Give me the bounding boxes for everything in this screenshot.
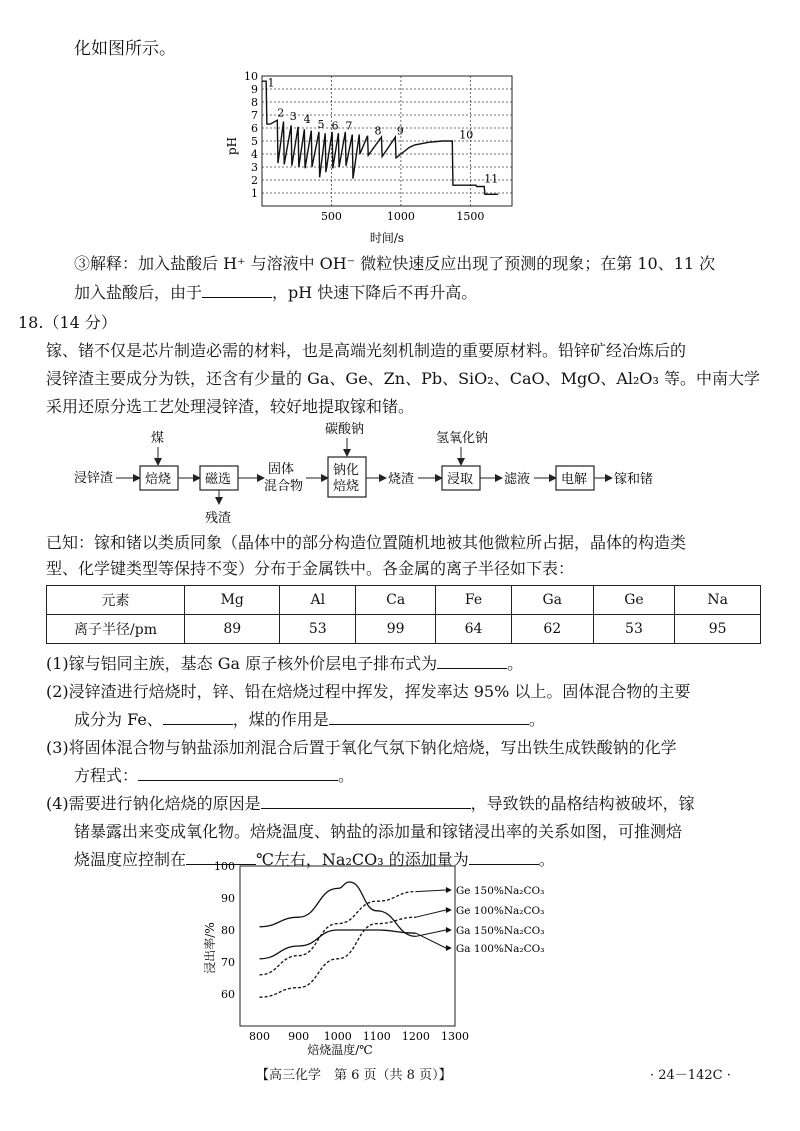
q2-text-d: 。	[528, 710, 545, 729]
leach-y-tick: 100	[214, 860, 235, 873]
leach-legend-label: Ga 100%Na₂CO₃	[455, 943, 545, 955]
ph-y-tick: 4	[251, 148, 258, 161]
top-line: 化如图所示。	[74, 39, 176, 59]
ph-x-label: 时间/s	[369, 231, 405, 245]
q2-text-b: 成分为 Fe、	[74, 710, 163, 729]
flow-soda: 碳酸钠	[325, 422, 365, 437]
q4-text-a: (4)需要进行钠化焙烧的原因是	[46, 794, 261, 813]
ph-point-label: 1	[267, 76, 275, 90]
ion-table-cell: Na	[675, 586, 761, 615]
ph-y-tick: 9	[251, 83, 258, 96]
q3-explain-line2	[74, 282, 477, 304]
leach-legend-arrowhead	[446, 887, 452, 893]
leach-series-line	[260, 917, 416, 997]
question-3-line1: (3)将固体混合物与钠盐添加剂混合后置于氧化气氛下钠化焙烧，写出铁生成铁酸钠的化学	[46, 738, 677, 757]
flow-product: 镓和锗	[614, 472, 654, 487]
flow-coal: 煤	[151, 431, 165, 446]
flow-residue: 残渣	[205, 511, 232, 526]
leach-legend-label: Ga 150%Na₂CO₃	[455, 925, 545, 937]
leach-x-tick: 1300	[441, 1030, 469, 1043]
leach-x-tick: 1200	[401, 1030, 430, 1043]
ion-table-cell: 64	[436, 615, 512, 644]
ph-point-label: 5	[317, 118, 325, 131]
leach-y-tick: 60	[221, 988, 235, 1001]
flow-start: 浸锌渣	[74, 471, 114, 486]
leach-legend-label: Ge 150%Na₂CO₃	[455, 885, 545, 897]
ion-table-header-row	[47, 586, 761, 615]
intro-line-3: 采用还原分选工艺处理浸锌渣，较好地提取镓和锗。	[46, 397, 415, 416]
leach-legend-arrow	[416, 910, 446, 917]
leach-x-tick: 1000	[323, 1030, 352, 1043]
flow-roast: 焙烧	[145, 472, 172, 487]
footer-page-info: 【高三化学 第 6 页（共 8 页）】	[256, 1068, 452, 1083]
flow-calcine: 烧渣	[388, 472, 415, 487]
q3-line2-text-b: ，pH 快速下降后不再升高。	[272, 283, 478, 302]
leach-x-tick: 800	[249, 1030, 271, 1043]
ion-table-cell: Fe	[436, 586, 512, 615]
leach-y-tick: 80	[221, 924, 235, 937]
ph-point-label: 11	[484, 172, 499, 186]
q3-text-c: 。	[338, 766, 355, 785]
ion-table-cell: Ca	[356, 586, 436, 615]
ion-table-cell: Al	[280, 586, 356, 615]
flow-electrolysis: 电解	[561, 472, 588, 487]
question-4-line1	[46, 793, 695, 815]
q4-text-f: 。	[538, 850, 555, 869]
leach-legend-arrowhead	[446, 945, 452, 951]
leach-y-label: 浸出率/%	[203, 922, 217, 974]
flow-solid-1: 固体	[268, 462, 295, 477]
q1-end: 。	[507, 654, 524, 673]
ph-point-label: 4	[303, 112, 311, 126]
flow-na-roast-1: 钠化	[333, 463, 360, 478]
flow-naoh: 氢氧化钠	[436, 431, 489, 446]
answer-blank[interactable]	[261, 794, 471, 809]
known-line-2: 型、化学键类型等保持不变）分布于金属铁中。各金属的离子半径如下表：	[46, 559, 575, 578]
ph-x-tick: 1500	[456, 210, 485, 223]
ph-point-label: 8	[374, 124, 382, 138]
ion-table-cell: 离子半径/pm	[47, 615, 185, 644]
q3-line2-text-a: 加入盐酸后，由于	[74, 283, 203, 302]
leach-plot-frame	[240, 866, 455, 1026]
question-3-line2	[74, 765, 354, 787]
leach-series-line	[260, 930, 416, 959]
ion-table-cell: 53	[280, 615, 356, 644]
ion-radius-table	[46, 585, 761, 644]
ph-chart	[222, 66, 522, 246]
ion-table-cell: Ga	[511, 586, 593, 615]
leach-y-tick: 70	[221, 956, 235, 969]
ion-table-cell: Mg	[185, 586, 280, 615]
ph-y-tick: 10	[244, 70, 258, 83]
leach-x-tick: 900	[288, 1030, 310, 1043]
q18-header: 18.（14 分）	[18, 313, 117, 332]
ph-x-tick: 500	[320, 210, 342, 223]
leach-legend-arrowhead	[446, 907, 452, 913]
ph-y-tick: 8	[251, 96, 258, 109]
known-line-1: 已知：镓和锗以类质同象（晶体中的部分构造位置随机地被其他微粒所占据，晶体的构造类	[46, 533, 687, 552]
q2-text-c: ，煤的作用是	[232, 710, 329, 729]
ph-point-label: 3	[289, 110, 297, 124]
ion-table-cell: 53	[593, 615, 675, 644]
footer-code: · 24－142C ·	[650, 1068, 731, 1083]
ion-table-cell: 89	[185, 615, 280, 644]
question-4-line2: 锗暴露出来变成氧化物。焙烧温度、钠盐的添加量和镓锗浸出率的关系如图，可推测焙	[74, 822, 683, 841]
flow-leach: 浸取	[447, 472, 474, 487]
question-1	[46, 653, 523, 675]
q4-text-e: ℃左右，Na₂CO₃ 的添加量为	[256, 850, 469, 869]
ph-y-tick: 2	[251, 174, 258, 187]
ph-y-tick: 3	[251, 161, 258, 174]
flow-filtrate: 滤液	[504, 472, 531, 487]
flow-na-roast-2: 焙烧	[333, 479, 360, 494]
leach-legend-arrow	[416, 890, 446, 892]
intro-line-2: 浸锌渣主要成分为铁，还含有少量的 Ga、Ge、Zn、Pb、SiO₂、CaO、MgO、Al₂O₃ 等。中南大学	[46, 369, 761, 388]
leach-legend-arrowhead	[446, 927, 452, 933]
ion-table-cell: Ge	[593, 586, 675, 615]
answer-blank[interactable]	[163, 710, 233, 725]
q1-text: (1)镓与铝同主族，基态 Ga 原子核外价层电子排布式为	[46, 654, 438, 673]
leach-x-label: 焙烧温度/℃	[307, 1043, 373, 1057]
ion-table-cell: 99	[356, 615, 436, 644]
answer-blank[interactable]	[329, 710, 529, 725]
ion-table-data-row	[47, 615, 761, 644]
q3-explain-line1: ③解释：加入盐酸后 H⁺ 与溶液中 OH⁻ 微粒快速反应出现了预测的现象；在第 10、11 次	[74, 254, 716, 273]
answer-blank[interactable]	[138, 766, 338, 781]
ion-table-cell: 95	[675, 615, 761, 644]
leach-y-tick: 90	[221, 892, 235, 905]
intro-line-1: 镓、锗不仅是芯片制造必需的材料，也是高端光刻机制造的重要原材料。铅锌矿经冶炼后的	[46, 341, 687, 360]
ph-y-tick: 1	[251, 187, 258, 200]
leach-legend-label: Ge 100%Na₂CO₃	[455, 905, 545, 917]
ph-y-label: pH	[225, 136, 239, 156]
answer-blank[interactable]	[202, 283, 272, 298]
ph-point-label: 6	[331, 119, 339, 133]
question-2-line1: (2)浸锌渣进行焙烧时，锌、铅在焙烧过程中挥发，挥发率达 95% 以上。固体混合物的主要	[46, 682, 691, 701]
question-2-line2	[74, 709, 545, 731]
ph-point-label: 7	[345, 119, 353, 133]
leaching-chart	[200, 858, 560, 1058]
ph-y-tick: 6	[251, 122, 258, 135]
flow-magnetic: 磁选	[205, 472, 232, 487]
leach-series-line	[260, 882, 416, 936]
ion-table-cell: 元素	[47, 586, 185, 615]
q4-text-b: ，导致铁的晶格结构被破坏，镓	[470, 794, 695, 813]
leach-legend-arrow	[416, 933, 446, 948]
ph-point-label: 10	[459, 128, 474, 142]
leach-x-tick: 1100	[362, 1030, 391, 1043]
leach-series-line	[260, 892, 416, 975]
ph-y-tick: 7	[251, 109, 258, 122]
ion-table-cell: 62	[511, 615, 593, 644]
ph-point-label: 2	[277, 106, 285, 120]
answer-blank[interactable]	[437, 654, 507, 669]
ph-x-tick: 1000	[386, 210, 415, 223]
ph-y-tick: 5	[251, 135, 258, 148]
ph-point-label: 9	[396, 124, 404, 138]
q3-text-b: 方程式：	[74, 766, 139, 785]
q4-text-d: 烧温度应控制在	[74, 850, 187, 869]
process-flow-diagram	[60, 420, 700, 530]
flow-solid-2: 混合物	[264, 479, 304, 494]
